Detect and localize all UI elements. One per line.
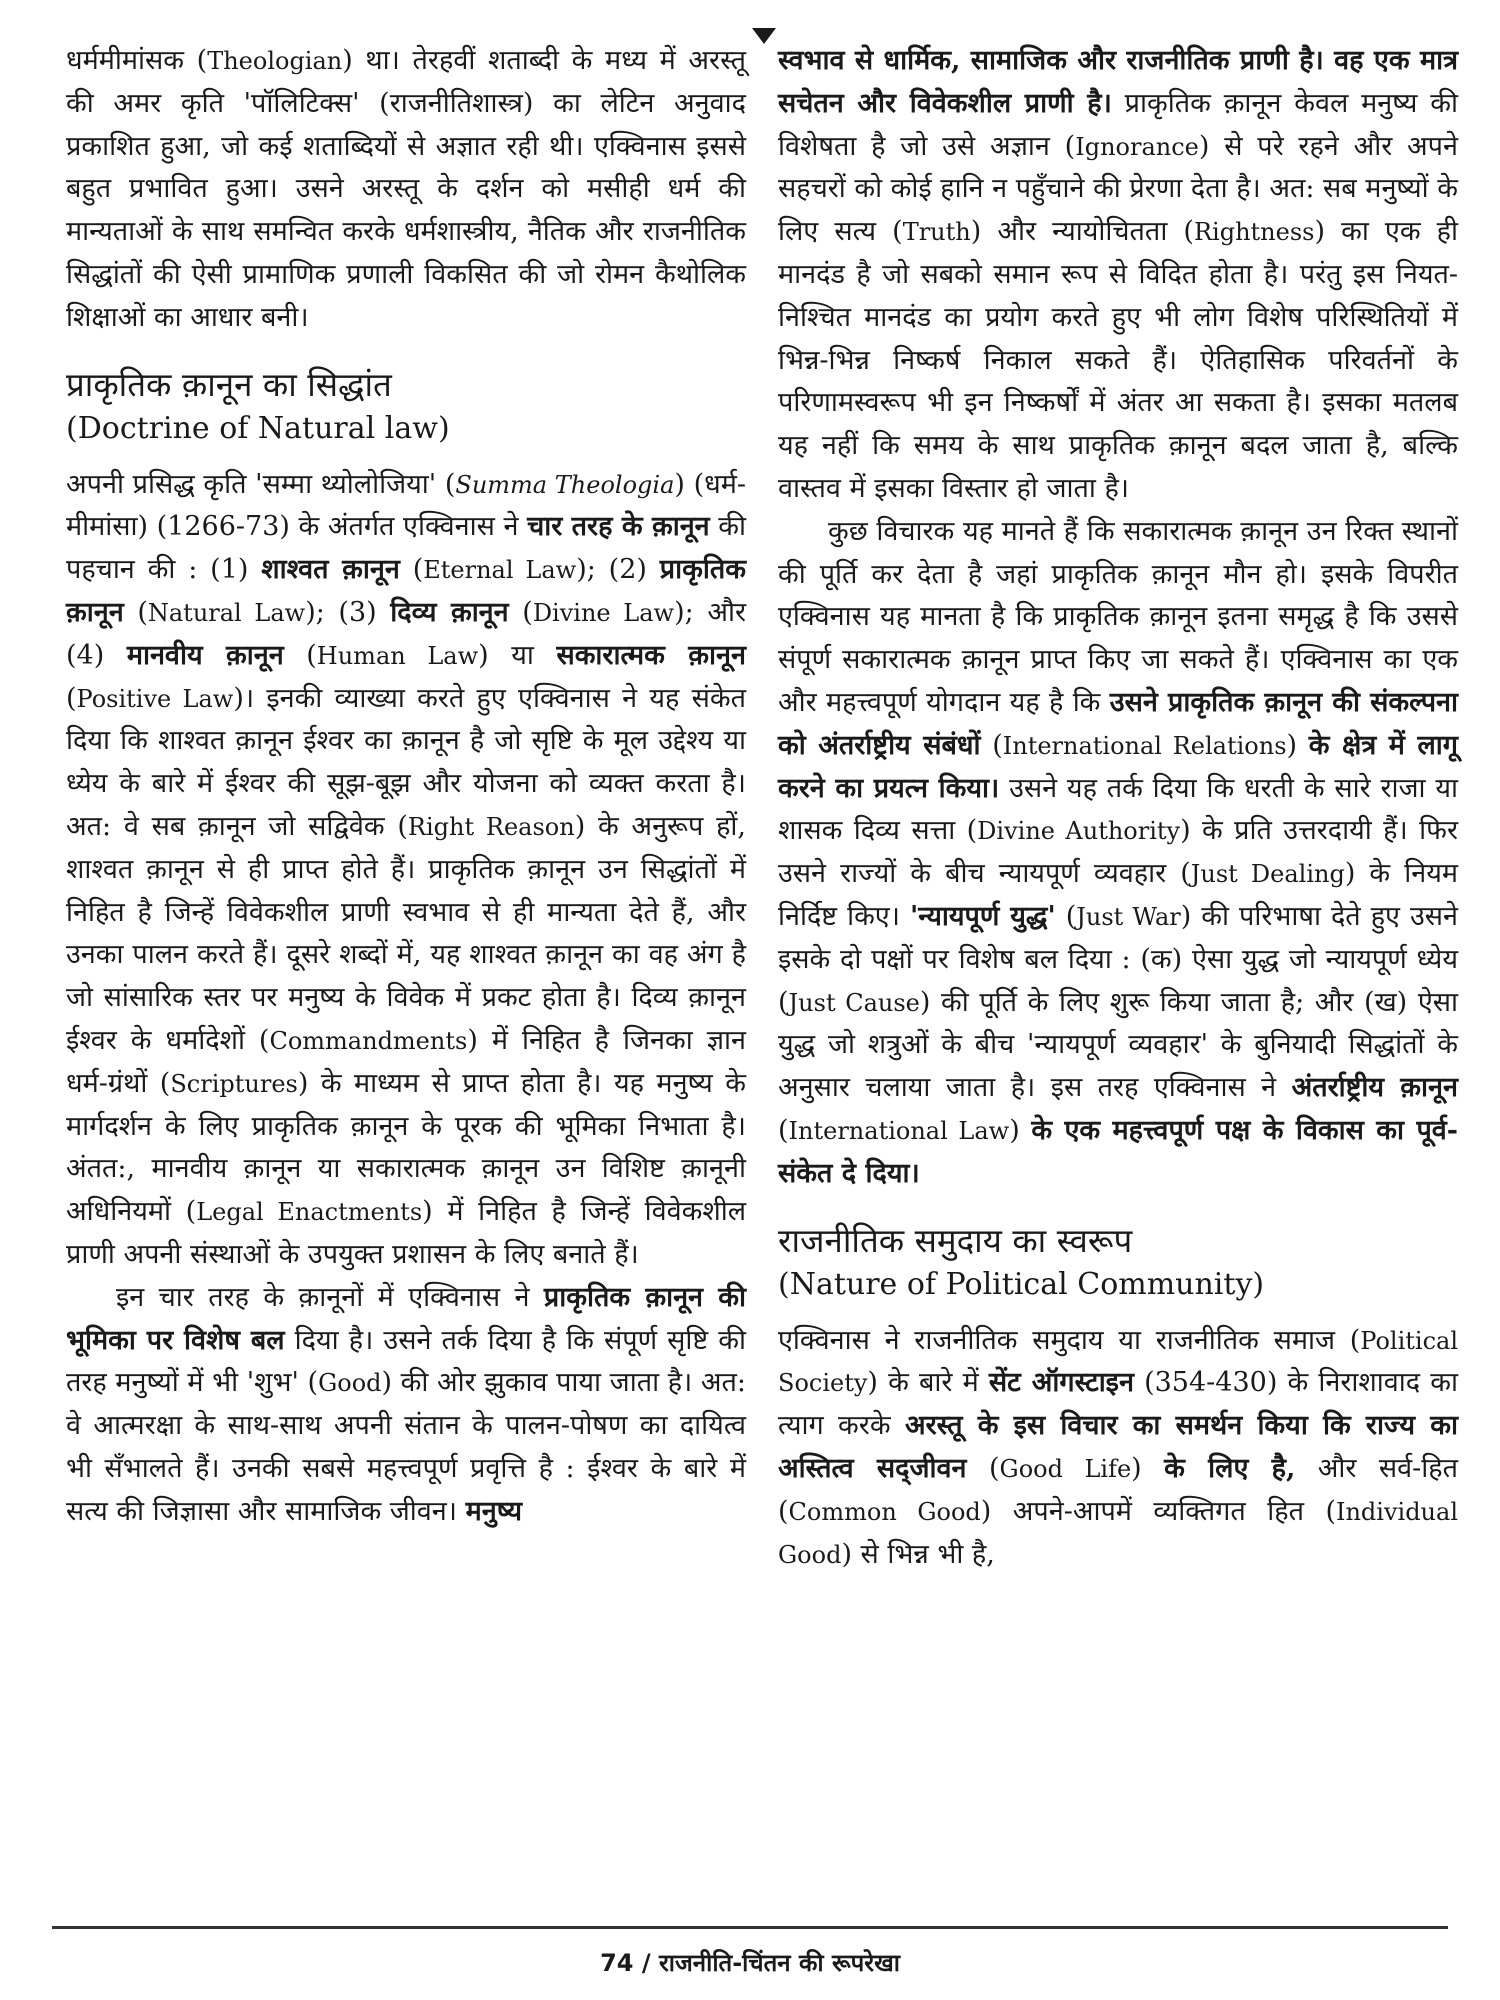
section-heading-natural-law-english: (Doctrine of Natural law) — [66, 410, 450, 446]
section-heading-political-community-english: (Nature of Political Community) — [778, 1266, 1265, 1302]
left-paragraph-1: धर्ममीमांसक (Theologian) था। तेरहवीं शताब्दी के मध्य में अरस्तू की अमर कृति 'पॉलिटिक्स' (राजनीतिशास्त्र) का लेटिन अनुवाद प्रकाशित हुआ, जो कई शताब्दियों से अज्ञात रही थी। एक्विनास इससे बहुत प्रभावित हुआ। उसने अरस्तू के दर्शन को मसीही धर्म की मान्यताओं के साथ समन्वित करके धर्मशास्त्रीय, नैतिक और राजनीतिक सिद्धांतों की ऐसी प्रामाणिक प्रणाली विकसित की जो रोमन कैथोलिक शिक्षाओं का आधार बनी। — [66, 45, 746, 333]
footer-rule — [52, 1926, 1448, 1929]
right-paragraph-3: एक्विनास ने राजनीतिक समुदाय या राजनीतिक समाज (Political Society) के बारे में सेंट ऑगस्टाइन (354-430) के निराशावाद का त्याग करके अरस्तू के इस विचार का समर्थन किया कि राज्य का अस्तित्व सद्जीवन (Good Life) के लिए है, और सर्व-हित (Common Good) अपने-आपमें व्यक्तिगत हित (Individual Good) से भिन्न भी है, — [778, 1324, 1459, 1570]
column-marker — [752, 28, 776, 44]
right-paragraph-1: स्वभाव से धार्मिक, सामाजिक और राजनीतिक प्राणी है। वह एक मात्र सचेतन और विवेकशील प्राणी है। प्राकृतिक क़ानून केवल मनुष्य की विशेषता है जो उसे अज्ञान (Ignorance) से परे रहने और अपने सहचरों को कोई हानि न पहुँचाने की प्रेरणा देता है। अत: सब मनुष्यों के लिए सत्य (Truth) और न्यायोचितता (Rightness) का एक ही मानदंड है जो सबको समान रूप से विदित होता है। परंतु इस नियत-निश्चित मानदंड का प्रयोग करते हुए भी लोग विशेष परिस्थितियों में भिन्न-भिन्न निष्कर्ष निकाल सकते हैं। ऐतिहासिक परिवर्तनों के परिणामस्वरूप भी इन निष्कर्षों में अंतर आ सकता है। इसका मतलब यह नहीं कि समय के साथ प्राकृतिक क़ानून बदल जाता है, बल्कि वास्तव में इसका विस्तार हो जाता है। — [778, 45, 1459, 504]
section-heading-political-community-hindi: राजनीतिक समुदाय का स्वरूप — [778, 1220, 1133, 1260]
section-heading-natural-law-hindi: प्राकृतिक क़ानून का सिद्धांत — [66, 364, 392, 404]
page-footer: 74 / राजनीति-चिंतन की रूपरेखा — [600, 1949, 900, 1977]
right-column — [778, 40, 1458, 1576]
left-paragraph-2: अपनी प्रसिद्ध कृति 'सम्मा थ्योलोजिया' (Summa Theologia) (धर्म-मीमांसा) (1266-73) के अंतर्गत एक्विनास ने चार तरह के क़ानून की पहचान की : (1) शाश्वत क़ानून (Eternal Law); (2) प्राकृतिक क़ानून (Natural Law); (3) दिव्य क़ानून (Divine Law); और (4) मानवीय क़ानून (Human Law) या सकारात्मक क़ानून (Positive Law)। इनकी व्याख्या करते हुए एक्विनास ने यह संकेत दिया कि शाश्वत क़ानून ईश्वर का क़ानून है जो सृष्टि के मूल उद्देश्य या ध्येय के बारे में ईश्वर की सूझ-बूझ और योजना को व्यक्त करता है। अत: वे सब क़ानून जो सद्विवेक (Right Reason) के अनुरूप हों, शाश्वत क़ानून से ही प्राप्त होते हैं। प्राकृतिक क़ानून उन सिद्धांतों में निहित है जिन्हें विवेकशील प्राणी स्वभाव से ही मान्यता देते हैं, और उनका पालन करते हैं। दूसरे शब्दों में, यह शाश्वत क़ानून का वह अंग है जो सांसारिक स्तर पर मनुष्य के विवेक में प्रकट होता है। दिव्य क़ानून ईश्वर के धर्मादेशों (Commandments) में निहित है जिनका ज्ञान धर्म-ग्रंथों (Scriptures) के माध्यम से प्राप्त होता है। यह मनुष्य के मार्गदर्शन के लिए प्राकृतिक क़ानून के पूरक की भूमिका निभाता है। अंतत:, मानवीय क़ानून या सकारात्मक क़ानून उन विशिष्ट क़ानूनी अधिनियमों (Legal Enactments) में निहित है जिन्हें विवेकशील प्राणी अपनी संस्थाओं के उपयुक्त प्रशासन के लिए बनाते हैं। — [66, 468, 747, 1270]
left-paragraph-3: इन चार तरह के क़ानूनों में एक्विनास ने प्राकृतिक क़ानून की भूमिका पर विशेष बल दिया है। उसने तर्क दिया है कि संपूर्ण सृष्टि की तरह मनुष्यों में भी 'शुभ' (Good) की ओर झुकाव पाया जाता है। अत: वे आत्मरक्षा के साथ-साथ अपनी संतान के पालन-पोषण का दायित्व भी सँभालते हैं। उनकी सबसे महत्त्वपूर्ण प्रवृत्ति है : ईश्वर के बारे में सत्य की जिज्ञासा और सामाजिक जीवन। मनुष्य — [66, 1281, 746, 1527]
right-paragraph-2: कुछ विचारक यह मानते हैं कि सकारात्मक क़ानून उन रिक्त स्थानों की पूर्ति कर देता है जहां प्राकृतिक क़ानून मौन हो। इसके विपरीत एक्विनास यह मानता है कि प्राकृतिक क़ानून इतना समृद्ध है कि उससे संपूर्ण सकारात्मक क़ानून प्राप्त किए जा सकते हैं। एक्विनास का एक और महत्त्वपूर्ण योगदान यह है कि उसने प्राकृतिक क़ानून की संकल्पना को अंतर्राष्ट्रीय संबंधों (International Relations) के क्षेत्र में लागू करने का प्रयत्न किया। उसने यह तर्क दिया कि धरती के सारे राजा या शासक दिव्य सत्ता (Divine Authority) के प्रति उत्तरदायी हैं। फिर उसने राज्यों के बीच न्यायपूर्ण व्यवहार (Just Dealing) के नियम निर्दिष्ट किए। 'न्यायपूर्ण युद्ध' (Just War) की परिभाषा देते हुए उसने इसके दो पक्षों पर विशेष बल दिया : (क) ऐसा युद्ध जो न्यायपूर्ण ध्येय (Just Cause) की पूर्ति के लिए शुरू किया जाता है; और (ख) ऐसा युद्ध जो शत्रुओं के बीच 'न्यायपूर्ण व्यवहार' के बुनियादी सिद्धांतों के अनुसार चलाया जाता है। इस तरह एक्विनास ने अंतर्राष्ट्रीय क़ानून (International Law) के एक महत्त्वपूर्ण पक्ष के विकास का पूर्व-संकेत दे दिया। — [778, 515, 1459, 1189]
left-column — [66, 40, 746, 1534]
